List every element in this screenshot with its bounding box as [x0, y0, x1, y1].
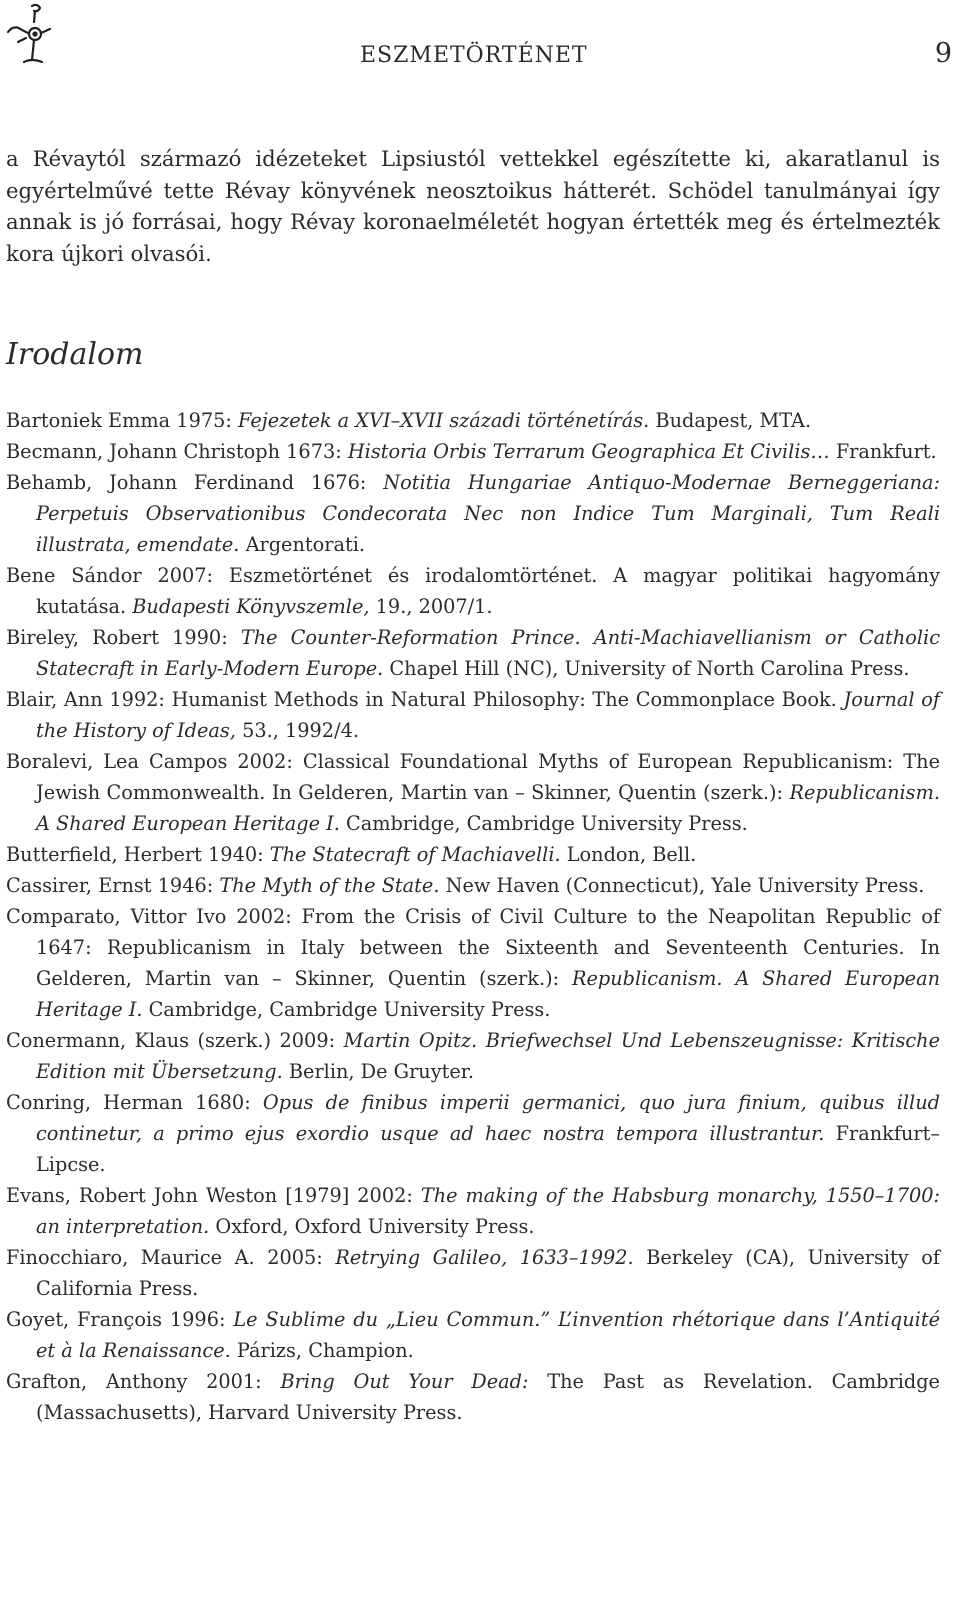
section-title: Irodalom: [6, 337, 144, 372]
reference-item: Cassirer, Ernst 1946: The Myth of the State. New Haven (Connecticut), Yale University Press.: [6, 874, 925, 897]
reference-item: Bartoniek Emma 1975: Fejezetek a XVI–XVII századi történetírás. Budapest, MTA.: [6, 409, 812, 432]
reference-item: Blair, Ann 1992: Humanist Methods in Natural Philosophy: The Commonplace Book. Journal of the History of Ideas, 53., 1992/4.: [6, 688, 940, 742]
reference-item: Conring, Herman 1680: Opus de finibus imperii germanici, quo jura finium, quibus illud continetur, a primo ejus exordio usque ad haec nostra tempora illustrantur. Frankfurt–Lipcse.: [6, 1091, 940, 1176]
journal-logo-icon: [4, 2, 54, 72]
reference-item: Finocchiaro, Maurice A. 2005: Retrying Galileo, 1633–1992. Berkeley (CA), University of California Press.: [6, 1246, 940, 1300]
reference-item: Behamb, Johann Ferdinand 1676: Notitia Hungariae Antiquo-Modernae Berneggeriana: Perpetuis Observationibus Condecorata Nec non Indice Tum Marginali, Tum Reali illustrata, emendate. Argentorati.: [6, 471, 941, 556]
reference-item: Boralevi, Lea Campos 2002: Classical Foundational Myths of European Republicanism: The Jewish Commonwealth. In Gelderen, Martin van – Skinner, Quentin (szerk.): Republicanism. A Shared European Heritage I. Cambridge, Cambridge University Press.: [6, 750, 940, 835]
reference-item: Evans, Robert John Weston [1979] 2002: The making of the Habsburg monarchy, 1550–1700: an interpretation. Oxford, Oxford University Press.: [6, 1184, 940, 1238]
reference-item: Comparato, Vittor Ivo 2002: From the Crisis of Civil Culture to the Neapolitan Republic of 1647: Republicanism in Italy between the Sixteenth and Seventeenth Centuries. In Gelderen, Martin van – Skinner, Quentin (szerk.): Republicanism. A Shared European Heritage I. Cambridge, Cambridge University Press.: [6, 905, 940, 1021]
intro-paragraph-block: [6, 143, 940, 269]
reference-list: [6, 405, 940, 1428]
reference-item: Becmann, Johann Christoph 1673: Historia Orbis Terrarum Geographica Et Civilis… Frankfurt.: [6, 440, 937, 463]
reference-item: Goyet, François 1996: Le Sublime du „Lieu Commun.” L’invention rhétorique dans l’Antiquité et à la Renaissance. Párizs, Champion.: [6, 1308, 940, 1362]
page-number: 9: [934, 38, 952, 69]
reference-item: Bene Sándor 2007: Eszmetörténet és irodalomtörténet. A magyar politikai hagyomány kutatása. Budapesti Könyvszemle, 19., 2007/1.: [6, 564, 940, 618]
reference-item: Conermann, Klaus (szerk.) 2009: Martin Opitz. Briefwechsel Und Lebenszeugnisse: Kritische Edition mit Übersetzung. Berlin, De Gruyter.: [6, 1029, 940, 1083]
running-title: ESZMETÖRTÉNET: [360, 43, 588, 68]
reference-item: Grafton, Anthony 2001: Bring Out Your Dead: The Past as Revelation. Cambridge (Massachusetts), Harvard University Press.: [6, 1370, 940, 1424]
intro-paragraph: a Révaytól származó idézeteket Lipsiustól vettekkel egészítette ki, akaratlanul is egyértelművé tette Révay könyvének neosztoikus hátterét. Schödel tanulmányai így annak is jó forrásai, hogy Révay koronaelméletét hogyan értették meg és értelmezték kora újkori olvasói.: [6, 146, 940, 266]
reference-item: Butterfield, Herbert 1940: The Statecraft of Machiavelli. London, Bell.: [6, 843, 697, 866]
reference-item: Bireley, Robert 1990: The Counter-Reformation Prince. Anti-Machiavellianism or Catholic Statecraft in Early-Modern Europe. Chapel Hill (NC), University of North Carolina Press.: [6, 626, 940, 680]
